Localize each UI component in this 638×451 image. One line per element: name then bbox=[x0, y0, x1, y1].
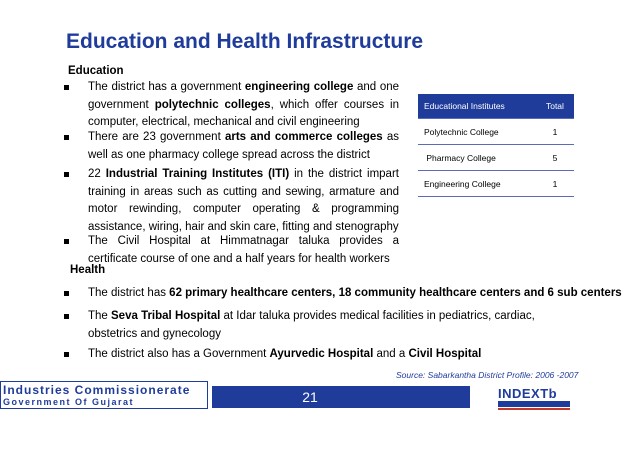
indextb-logo-text: INDEXTb bbox=[498, 386, 558, 401]
bullet-icon bbox=[64, 352, 69, 357]
list-item: The district also has a Government Ayurvedic Hospital and a Civil Hospital bbox=[88, 346, 578, 364]
bullet-icon bbox=[64, 85, 69, 90]
indextb-logo bbox=[490, 386, 572, 410]
table-cell: 1 bbox=[536, 171, 574, 197]
list-item: The district has 62 primary healthcare centers, 18 community healthcare centers and 6 sub centers bbox=[88, 285, 588, 303]
institutes-table bbox=[418, 94, 574, 197]
bullet-icon bbox=[64, 135, 69, 140]
table-cell: Pharmacy College bbox=[418, 145, 536, 171]
slide-title: Education and Health Infrastructure bbox=[66, 30, 424, 53]
list-item: The Civil Hospital at Himmatnagar taluka provides a certificate course of one and a half years for health workers bbox=[88, 233, 399, 268]
table-row bbox=[418, 119, 574, 145]
list-item: The district has a government engineering college and one government polytechnic colleges, which offer courses in computer, electrical, mechanical and civil engineering bbox=[88, 79, 399, 132]
table-row bbox=[418, 145, 574, 171]
org-name-line2: Government Of Gujarat bbox=[3, 397, 135, 407]
health-heading: Health bbox=[70, 264, 106, 276]
education-heading: Education bbox=[68, 65, 124, 77]
bullet-icon bbox=[64, 239, 69, 244]
bullet-icon bbox=[64, 291, 69, 296]
bullet-icon bbox=[64, 172, 69, 177]
logo-underline bbox=[498, 408, 570, 410]
list-item: The Seva Tribal Hospital at Idar taluka provides medical facilities in pediatrics, cardiac, obstetrics and gynecology bbox=[88, 308, 578, 343]
table-cell: 1 bbox=[536, 119, 574, 145]
column-header-total: Total bbox=[536, 94, 574, 119]
list-item: 22 Industrial Training Institutes (ITI) in the district impart training in areas such as cutting and sewing, armature and motor rewinding, computer operating & programming assistance, wiring, hair and skin care, fitting and stenography bbox=[88, 166, 399, 236]
bullet-icon bbox=[64, 314, 69, 319]
table-cell: Engineering College bbox=[418, 171, 536, 197]
industries-commissionerate-logo bbox=[0, 381, 208, 409]
org-name-line1: Industries Commissionerate bbox=[3, 383, 191, 397]
list-item: There are 23 government arts and commerce colleges as well as one pharmacy college spread across the district bbox=[88, 129, 399, 164]
logo-bar bbox=[498, 401, 570, 407]
source-note: Source: Sabarkantha District Profile: 2006 -2007 bbox=[396, 370, 579, 380]
table-cell: Polytechnic College bbox=[418, 119, 536, 145]
page-number: 21 bbox=[302, 389, 318, 405]
table-header-row bbox=[418, 94, 574, 119]
table-row bbox=[418, 171, 574, 197]
table-cell: 5 bbox=[536, 145, 574, 171]
column-header-institutes: Educational Institutes bbox=[418, 94, 536, 119]
